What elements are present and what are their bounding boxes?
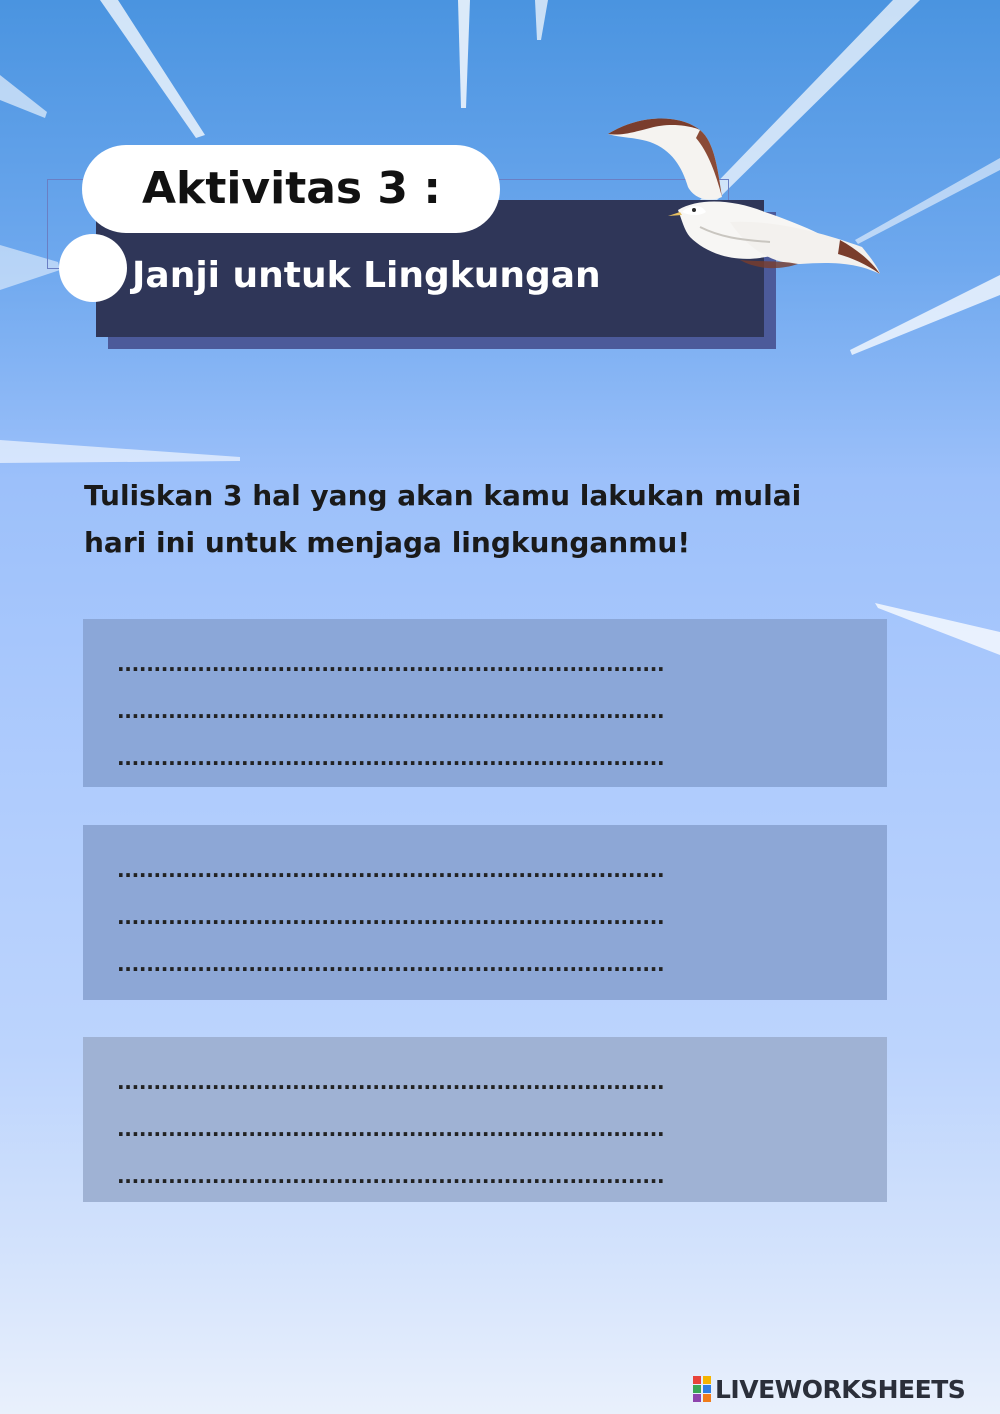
brand-name: LIVEWORKSHEETS: [715, 1374, 966, 1404]
answer-line[interactable]: ...........................................................................: [117, 952, 665, 976]
instruction-line-2: hari ini untuk menjaga lingkunganmu!: [84, 526, 691, 559]
answer-line[interactable]: ...........................................................................: [117, 1070, 665, 1094]
answer-line[interactable]: ...........................................................................: [117, 699, 665, 723]
answer-box-1[interactable]: [83, 619, 887, 787]
answer-line[interactable]: ...........................................................................: [117, 1164, 665, 1188]
answer-line[interactable]: ...........................................................................: [117, 746, 665, 770]
page-title: Janji untuk Lingkungan: [132, 255, 601, 296]
liveworksheets-brand[interactable]: [693, 1371, 965, 1407]
answer-box-2[interactable]: [83, 825, 887, 1000]
answer-line[interactable]: ...........................................................................: [117, 1117, 665, 1141]
instruction-line-1: Tuliskan 3 hal yang akan kamu lakukan mulai: [84, 479, 802, 512]
answer-line[interactable]: ...........................................................................: [117, 652, 665, 676]
decorative-circle: [59, 234, 127, 302]
activity-label: Aktivitas 3 :: [142, 163, 441, 214]
answer-line[interactable]: ...........................................................................: [117, 905, 665, 929]
answer-line[interactable]: ...........................................................................: [117, 858, 665, 882]
seagull-illustration: [600, 112, 890, 282]
instruction-text: [84, 472, 944, 566]
answer-box-3[interactable]: [83, 1037, 887, 1202]
liveworksheets-logo-icon: [693, 1376, 711, 1402]
